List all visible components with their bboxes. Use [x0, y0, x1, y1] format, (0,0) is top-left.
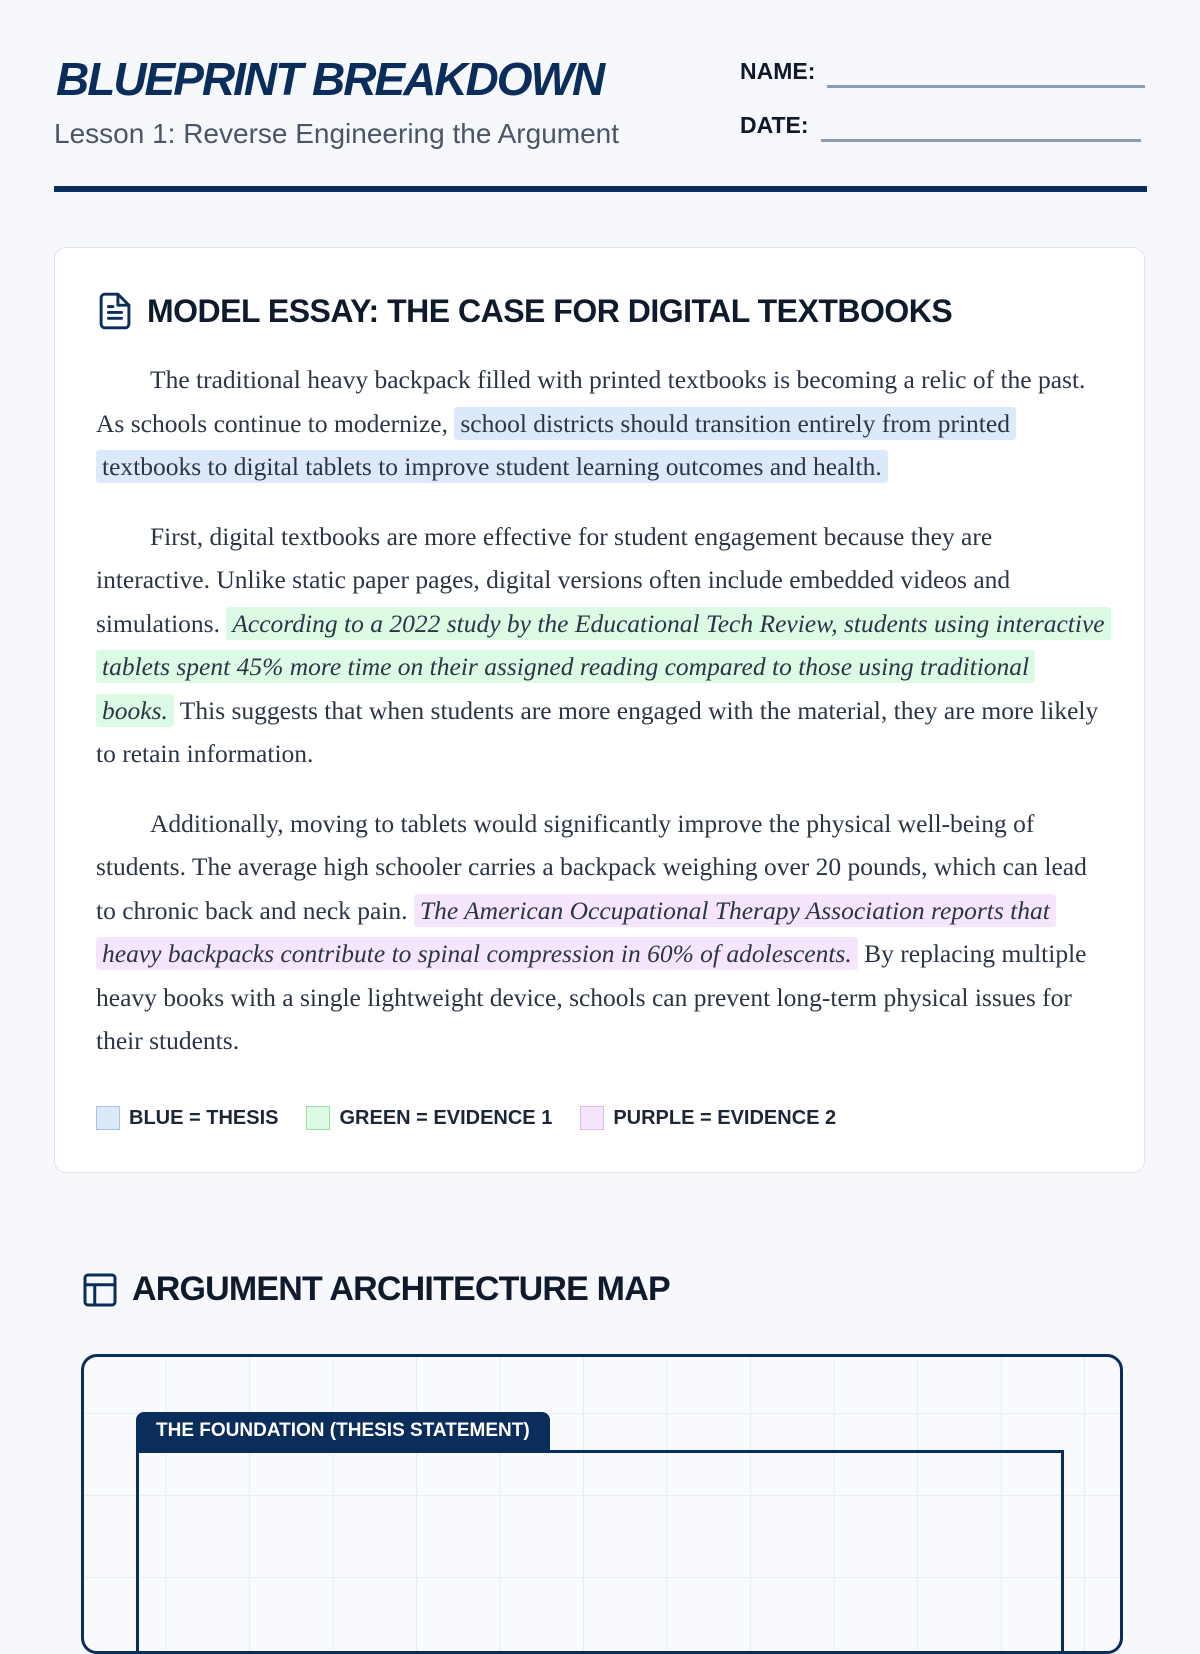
evidence-1-highlight: According to a 2022 study by the Educational Tech Review, students using interactive tablets spent 45% more time on their assigned reading compared to those using traditional books. [96, 607, 1111, 727]
legend-item-evidence-1 [306, 1106, 552, 1130]
legend-item-evidence-2 [580, 1106, 836, 1130]
essay-paragraph-2 [96, 515, 1106, 776]
paragraph-3-outro: By replacing multiple heavy books with a single lightweight device, schools can prevent long-term physical issues for their students. [96, 939, 1087, 1055]
paragraph-3-intro: Additionally, moving to tablets would significantly improve the physical well-being of students. The average high schooler carries a backpack weighing over 20 pounds, which can lead to chronic back and neck pain. [96, 808, 1087, 925]
legend-item-thesis [96, 1106, 278, 1130]
blue-swatch [96, 1106, 120, 1130]
model-essay-card [54, 247, 1145, 1173]
essay-body [96, 358, 1106, 1089]
legend-label-evidence-1: GREEN = EVIDENCE 1 [339, 1106, 553, 1129]
evidence-2-highlight: The American Occupational Therapy Association reports that heavy backpacks contribute to spinal compression in 60% of adolescents. [96, 894, 1056, 971]
name-blank-line[interactable] [827, 85, 1145, 88]
foundation-label: THE FOUNDATION (THESIS STATEMENT) [136, 1412, 550, 1450]
essay-heading [97, 292, 952, 330]
document-icon [97, 292, 133, 330]
map-title: ARGUMENT ARCHITECTURE MAP [132, 1270, 670, 1308]
header-divider [54, 186, 1147, 192]
map-heading [82, 1270, 670, 1309]
legend-label-evidence-2: PURPLE = EVIDENCE 2 [613, 1106, 837, 1129]
date-blank-line[interactable] [821, 139, 1141, 142]
paragraph-1-intro: The traditional heavy backpack filled with printed textbooks is becoming a relic of the past. As schools continue to modernize, [96, 365, 1086, 438]
worksheet-page [54, 0, 1147, 1441]
essay-paragraph-3 [96, 802, 1106, 1063]
thesis-highlight: school districts should transition entirely from printed textbooks to digital tablets to improve student learning outcomes and health. [96, 407, 1016, 484]
argument-map-frame [81, 1354, 1123, 1654]
name-label: NAME: [740, 58, 816, 84]
legend-label-thesis: BLUE = THESIS [129, 1106, 279, 1129]
green-swatch [306, 1106, 330, 1130]
paragraph-2-outro: This suggests that when students are more engaged with the material, they are more likely to retain information. [96, 695, 1099, 768]
paragraph-2-intro: First, digital textbooks are more effective for student engagement because they are interactive. Unlike static paper pages, digital versions often include embedded videos and simulations. [96, 521, 1011, 638]
purple-swatch [580, 1106, 604, 1130]
thesis-input-box[interactable] [136, 1450, 1064, 1654]
page-title: BLUEPRINT BREAKDOWN [56, 53, 604, 105]
date-label: DATE: [740, 112, 809, 138]
highlight-legend [96, 1106, 864, 1130]
essay-paragraph-1 [96, 358, 1106, 489]
lesson-subtitle: Lesson 1: Reverse Engineering the Argument [54, 118, 620, 149]
layout-icon [82, 1272, 118, 1308]
date-field [740, 112, 1141, 139]
essay-title: MODEL ESSAY: THE CASE FOR DIGITAL TEXTBOOKS [147, 292, 953, 329]
worksheet-header [54, 0, 1147, 195]
name-field [740, 58, 1145, 85]
